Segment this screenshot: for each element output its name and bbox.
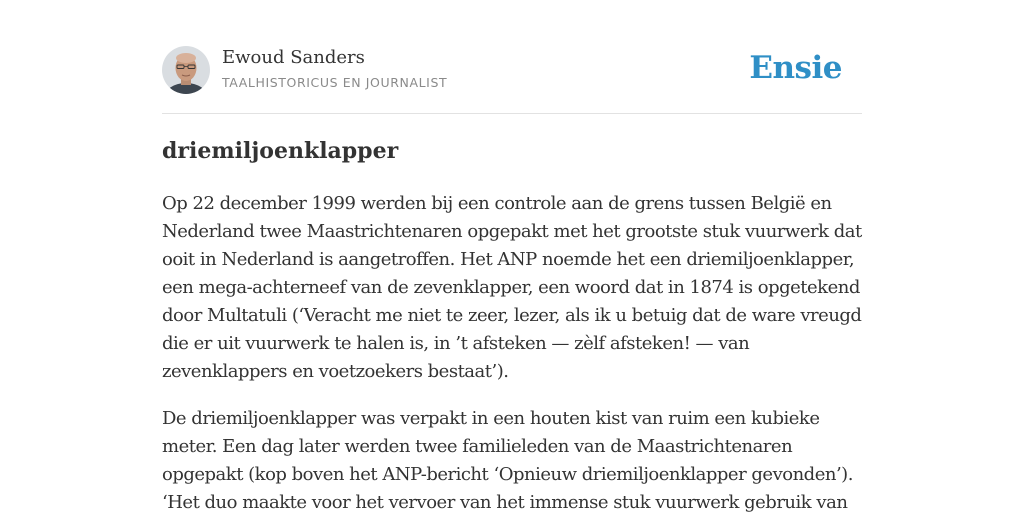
article-body <box>162 190 862 512</box>
paragraph-line: door Multatuli (‘Veracht me niet te zeer, lezer, als ik u betuig dat de ware vreugd <box>162 305 862 326</box>
paragraph-line: Nederland twee Maastrichtenaren opgepakt met het grootste stuk vuurwerk dat <box>162 221 862 242</box>
paragraph-line: meter. Een dag later werden twee familieleden van de Maastrichtenaren <box>162 436 793 457</box>
paragraph-line: Op 22 december 1999 werden bij een controle aan de grens tussen België en <box>162 193 832 214</box>
paragraph-line: ‘Het duo maakte voor het vervoer van het immense stuk vuurwerk gebruik van <box>162 492 848 512</box>
paragraph-line: een mega-achterneef van de zevenklapper, een woord dat in 1874 is opgetekend <box>162 277 860 298</box>
paragraph-line: De driemiljoenklapper was verpakt in een houten kist van ruim een kubieke <box>162 408 820 429</box>
paragraph-line: ooit in Nederland is aangetroffen. Het ANP noemde het een driemiljoenklapper, <box>162 249 855 270</box>
author-header <box>162 46 862 96</box>
author-avatar[interactable] <box>162 46 210 94</box>
paragraph-line: die er uit vuurwerk te halen is, in ’t afsteken — zèlf afsteken! — van <box>162 333 750 354</box>
author-name[interactable]: Ewoud Sanders <box>222 47 365 68</box>
avatar-portrait <box>162 46 210 94</box>
brand-logo[interactable]: Ensie <box>749 50 842 86</box>
article-paragraph <box>162 190 862 386</box>
author-role: TAALHISTORICUS EN JOURNALIST <box>222 75 448 90</box>
article-paragraph <box>162 405 862 512</box>
header-divider <box>162 113 862 114</box>
paragraph-line: opgepakt (kop boven het ANP-bericht ‘Opnieuw driemiljoenklapper gevonden’). <box>162 464 853 485</box>
article-card <box>162 0 862 512</box>
article-title: driemiljoenklapper <box>162 138 399 164</box>
paragraph-line: zevenklappers en voetzoekers bestaat’). <box>162 361 509 382</box>
